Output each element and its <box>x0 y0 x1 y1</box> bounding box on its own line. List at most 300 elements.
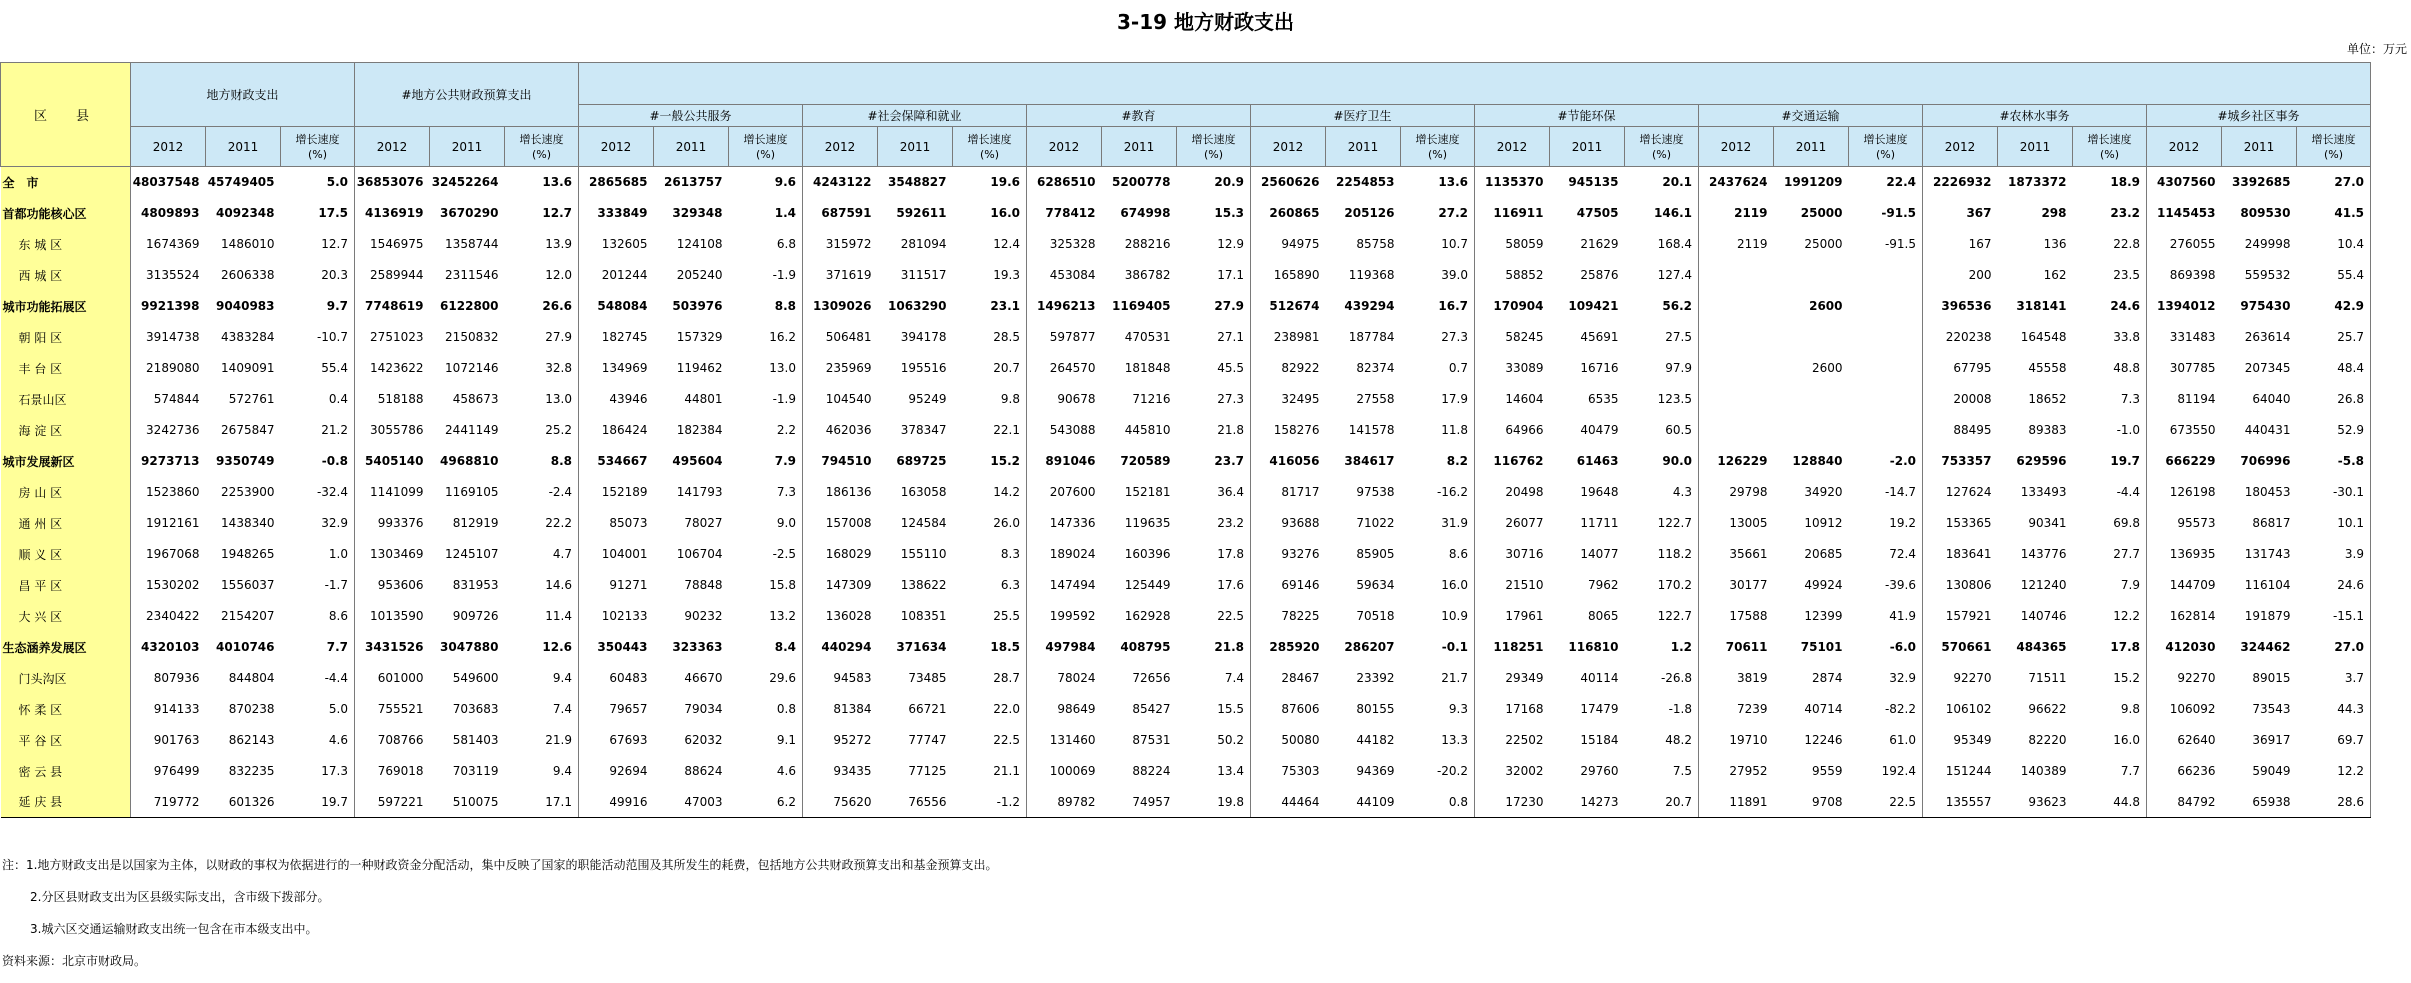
table-cell: 85427 <box>1132 702 1171 716</box>
table-row <box>1 229 2371 260</box>
table-cell: 25.7 <box>2297 322 2371 353</box>
table-row <box>1 694 2371 725</box>
table-cell: 2613757 <box>664 175 723 190</box>
table-cell: 1013590 <box>370 609 424 623</box>
table-cell: 164548 <box>2020 330 2067 344</box>
table-cell <box>1774 260 1849 291</box>
table-cell: 11.8 <box>1401 415 1475 446</box>
table-cell: 45749405 <box>207 175 275 190</box>
table-cell: 58245 <box>1505 330 1544 344</box>
table-cell: 36853076 <box>356 175 424 190</box>
table-cell: 832235 <box>228 764 275 778</box>
table-cell: 24.6 <box>2073 291 2147 322</box>
table-cell: 7.9 <box>2073 570 2147 601</box>
table-cell: 81384 <box>833 702 872 716</box>
table-cell: 574844 <box>153 392 200 406</box>
table-cell: 60.5 <box>1625 415 1699 446</box>
table-cell: 323363 <box>672 640 723 654</box>
table-cell: 84792 <box>2147 787 2222 818</box>
table-cell: 79657 <box>609 702 648 716</box>
table-cell: 89015 <box>2252 671 2291 685</box>
table-cell: 71216 <box>1132 392 1171 406</box>
table-cell: 2751023 <box>370 330 424 344</box>
table-cell: 329348 <box>672 206 723 220</box>
table-cell: 1135370 <box>1485 175 1544 190</box>
table-cell: 331483 <box>2169 330 2216 344</box>
header-growth-rate: 增长速度 (%) <box>1401 127 1475 167</box>
table-cell: 9.8 <box>953 384 1027 415</box>
table-cell: 30177 <box>1729 578 1768 592</box>
table-cell: 28.5 <box>953 322 1027 353</box>
table-cell: 6.8 <box>729 229 803 260</box>
table-cell: 147309 <box>825 578 872 592</box>
table-cell: 85073 <box>609 516 648 530</box>
table-cell: 9.0 <box>729 508 803 539</box>
table-cell: 19.2 <box>1849 508 1923 539</box>
table-cell: 8.8 <box>729 291 803 322</box>
table-cell: 12399 <box>1804 609 1843 623</box>
page-title: 3-19 地方财政支出 <box>1116 10 1294 34</box>
table-cell: 47003 <box>654 787 729 818</box>
table-cell: 42.9 <box>2297 291 2371 322</box>
table-cell: 22.8 <box>2073 229 2147 260</box>
table-cell: 503976 <box>672 299 723 313</box>
table-cell: 106102 <box>1945 702 1992 716</box>
table-cell: 597877 <box>1049 330 1096 344</box>
table-cell: -1.9 <box>729 384 803 415</box>
table-cell: 141793 <box>676 485 723 499</box>
table-cell: 3548827 <box>888 175 947 190</box>
table-cell: 140746 <box>2020 609 2067 623</box>
table-cell: 59049 <box>2252 764 2291 778</box>
table-cell: 71511 <box>2028 671 2067 685</box>
table-cell: 90232 <box>684 609 723 623</box>
table-cell: 21.8 <box>1177 415 1251 446</box>
table-cell: 1948265 <box>221 547 275 561</box>
table-cell: 14.6 <box>505 570 579 601</box>
table-cell: 19710 <box>1729 733 1768 747</box>
table-cell: 844804 <box>228 671 275 685</box>
row-district-name: 东 城 区 <box>1 229 131 260</box>
table-cell: 0.8 <box>729 694 803 725</box>
table-cell: 15184 <box>1580 733 1619 747</box>
table-cell: 1.4 <box>729 198 803 229</box>
table-cell: 281094 <box>900 237 947 251</box>
table-cell: 50080 <box>1281 733 1320 747</box>
table-cell: 5.0 <box>281 167 355 198</box>
table-cell: 993376 <box>377 516 424 530</box>
table-cell: 22.5 <box>1849 787 1923 818</box>
table-cell: 118251 <box>1493 640 1544 654</box>
table-cell: 26.6 <box>505 291 579 322</box>
table-cell: 207600 <box>1049 485 1096 499</box>
table-cell <box>1699 260 1774 291</box>
table-cell: 17.6 <box>1177 570 1251 601</box>
table-cell: 394178 <box>900 330 947 344</box>
table-cell: 396536 <box>1941 299 1992 313</box>
table-cell: 19.3 <box>953 260 1027 291</box>
table-cell: 13005 <box>1729 516 1768 530</box>
table-cell: 18.9 <box>2073 167 2147 198</box>
table-row <box>1 384 2371 415</box>
table-cell: 62640 <box>2177 733 2216 747</box>
table-cell: 181848 <box>1124 361 1171 375</box>
table-cell: 3055786 <box>370 423 424 437</box>
table-cell: 22502 <box>1505 733 1544 747</box>
table-cell: 33089 <box>1505 361 1544 375</box>
table-cell: 27.1 <box>1177 322 1251 353</box>
table-cell: 720589 <box>1120 454 1171 468</box>
row-district-name: 大 兴 区 <box>1 601 131 632</box>
table-cell: 1674369 <box>146 237 200 251</box>
table-cell: 13.4 <box>1177 756 1251 787</box>
table-cell: 976499 <box>153 764 200 778</box>
table-cell: -1.2 <box>953 787 1027 818</box>
table-cell: 21.8 <box>1177 632 1251 663</box>
header-year-2012: 2012 <box>1027 127 1102 167</box>
table-cell: 76556 <box>878 787 953 818</box>
table-cell: 264570 <box>1049 361 1096 375</box>
table-cell: 116104 <box>2244 578 2291 592</box>
table-cell: 333849 <box>597 206 648 220</box>
table-cell: 30716 <box>1505 547 1544 561</box>
table-cell: 191879 <box>2244 609 2291 623</box>
table-cell: 22.5 <box>953 725 1027 756</box>
table-cell: 160396 <box>1124 547 1171 561</box>
row-district-name: 通 州 区 <box>1 508 131 539</box>
table-cell: 21.7 <box>1401 663 1475 694</box>
table-cell: 27.5 <box>1625 322 1699 353</box>
table-cell: 703119 <box>452 764 499 778</box>
table-cell: 85758 <box>1356 237 1395 251</box>
table-cell: 20498 <box>1505 485 1544 499</box>
table-cell: 601000 <box>377 671 424 685</box>
table-cell: 384617 <box>1344 454 1395 468</box>
table-cell: 20008 <box>1953 392 1992 406</box>
table-cell: 15.5 <box>1177 694 1251 725</box>
table-cell: 719772 <box>131 787 206 818</box>
row-district-name: 丰 台 区 <box>1 353 131 384</box>
table-cell: 13.0 <box>505 384 579 415</box>
table-cell: 81717 <box>1281 485 1320 499</box>
header-group-public-budget: #地方公共财政预算支出 <box>355 63 579 127</box>
table-cell: 8.3 <box>953 539 1027 570</box>
row-district-name: 门头沟区 <box>1 663 131 694</box>
table-cell: 43946 <box>609 392 648 406</box>
table-cell: 131743 <box>2244 547 2291 561</box>
table-cell: 914133 <box>153 702 200 716</box>
table-cell: 12.4 <box>953 229 1027 260</box>
table-cell: 27.7 <box>2073 539 2147 570</box>
table-cell <box>1699 415 1774 446</box>
table-cell: 4.6 <box>281 725 355 756</box>
table-cell: 49916 <box>579 787 654 818</box>
table-cell: 58852 <box>1505 268 1544 282</box>
table-cell: 7.4 <box>1177 663 1251 694</box>
table-cell: 69.7 <box>2297 725 2371 756</box>
table-cell: 48.8 <box>2073 353 2147 384</box>
table-cell <box>1699 353 1774 384</box>
table-row <box>1 570 2371 601</box>
table-cell: 12.6 <box>505 632 579 663</box>
table-cell: 581403 <box>452 733 499 747</box>
table-cell: 140389 <box>2020 764 2067 778</box>
table-cell: 458673 <box>452 392 499 406</box>
table-cell: 14273 <box>1550 787 1625 818</box>
table-cell: 163058 <box>900 485 947 499</box>
table-cell: 1438340 <box>221 516 275 530</box>
table-cell: 13.6 <box>505 167 579 198</box>
table-cell: 39.0 <box>1401 260 1475 291</box>
table-cell: 75303 <box>1281 764 1320 778</box>
table-cell: 25000 <box>1804 237 1843 251</box>
header-growth-rate: 增长速度 (%) <box>1177 127 1251 167</box>
table-cell: 192.4 <box>1849 756 1923 787</box>
table-cell: 199592 <box>1049 609 1096 623</box>
table-cell: 158276 <box>1273 423 1320 437</box>
table-cell: 367 <box>1966 206 1992 220</box>
table-cell: 1546975 <box>370 237 424 251</box>
table-cell: 70518 <box>1356 609 1395 623</box>
table-cell: 44801 <box>684 392 723 406</box>
table-cell: 1530202 <box>146 578 200 592</box>
header-year-2011: 2011 <box>878 127 953 167</box>
table-cell: 170.2 <box>1625 570 1699 601</box>
table-cell: 755521 <box>377 702 424 716</box>
table-cell: 9559 <box>1811 764 1843 778</box>
table-cell: 9.7 <box>281 291 355 322</box>
table-cell: 298 <box>2041 206 2067 220</box>
table-cell: 4243122 <box>813 175 872 190</box>
header-district: 区 县 <box>1 63 131 167</box>
table-row <box>1 725 2371 756</box>
table-cell: 90341 <box>2028 516 2067 530</box>
table-cell: 510075 <box>430 787 505 818</box>
row-district-name: 城市发展新区 <box>1 446 131 477</box>
table-cell: 311517 <box>900 268 947 282</box>
table-cell: 0.7 <box>1401 353 1475 384</box>
table-cell: 1496213 <box>1037 299 1096 313</box>
table-cell: 2311546 <box>445 268 499 282</box>
table-cell: 1169405 <box>1112 299 1171 313</box>
table-cell: 128840 <box>1792 454 1843 468</box>
table-cell: 2600 <box>1809 299 1843 313</box>
table-cell: 48.2 <box>1625 725 1699 756</box>
table-cell: 506481 <box>825 330 872 344</box>
table-cell: 4383284 <box>221 330 275 344</box>
table-cell: 72656 <box>1132 671 1171 685</box>
table-cell: 1303469 <box>370 547 424 561</box>
table-cell: 9708 <box>1774 787 1849 818</box>
header-group-5: #医疗卫生 <box>1251 105 1475 127</box>
table-cell: 1423622 <box>370 361 424 375</box>
table-cell: 28.7 <box>953 663 1027 694</box>
table-cell: 1523860 <box>146 485 200 499</box>
table-cell: 812919 <box>452 516 499 530</box>
table-cell: 58059 <box>1505 237 1544 251</box>
table-cell: 2606338 <box>221 268 275 282</box>
header-year-2012: 2012 <box>579 127 654 167</box>
table-cell: 592611 <box>896 206 947 220</box>
table-cell: 135557 <box>1923 787 1998 818</box>
table-cell: 23.2 <box>2073 198 2147 229</box>
header-blank <box>579 63 2371 105</box>
table-cell <box>1849 260 1923 291</box>
table-cell: 67693 <box>609 733 648 747</box>
table-cell: 10.1 <box>2297 508 2371 539</box>
table-cell: 27.2 <box>1401 198 1475 229</box>
row-district-name: 顺 义 区 <box>1 539 131 570</box>
table-row <box>1 756 2371 787</box>
table-cell: 147494 <box>1049 578 1096 592</box>
table-cell: 7239 <box>1736 702 1768 716</box>
table-cell: 597221 <box>355 787 430 818</box>
table-cell: 24.6 <box>2297 570 2371 601</box>
table-cell: 901763 <box>153 733 200 747</box>
table-cell: 19.7 <box>2073 446 2147 477</box>
table-cell: 12.2 <box>2073 601 2147 632</box>
table-cell: 13.2 <box>729 601 803 632</box>
table-cell: 40114 <box>1580 671 1619 685</box>
table-cell: 20685 <box>1804 547 1843 561</box>
table-cell: 124584 <box>900 516 947 530</box>
header-year-2012: 2012 <box>803 127 878 167</box>
table-cell: 4.6 <box>729 756 803 787</box>
table-cell: 157008 <box>825 516 872 530</box>
table-cell: 77747 <box>908 733 947 747</box>
table-cell: 5200778 <box>1112 175 1171 190</box>
table-cell: 186136 <box>825 485 872 499</box>
table-cell: 79034 <box>684 702 723 716</box>
table-cell: 4.7 <box>505 539 579 570</box>
table-cell: 8.8 <box>505 446 579 477</box>
table-cell: 18.5 <box>953 632 1027 663</box>
table-cell: 17.1 <box>505 787 579 818</box>
table-cell: 1.2 <box>1625 632 1699 663</box>
table-cell: -2.5 <box>729 539 803 570</box>
data-source: 资料来源：北京市财政局。 <box>2 954 147 968</box>
row-district-name: 朝 阳 区 <box>1 322 131 353</box>
table-cell: 91271 <box>609 578 648 592</box>
header-year-2012: 2012 <box>1699 127 1774 167</box>
table-row <box>1 508 2371 539</box>
table-cell: 548084 <box>597 299 648 313</box>
table-cell: 97.9 <box>1625 353 1699 384</box>
table-cell: 97538 <box>1356 485 1395 499</box>
table-cell: 45.5 <box>1177 353 1251 384</box>
table-cell: 1394012 <box>2157 299 2216 313</box>
table-cell: 4307560 <box>2157 175 2216 190</box>
table-row <box>1 415 2371 446</box>
header-group-7: #交通运输 <box>1699 105 1923 127</box>
table-cell: 29798 <box>1729 485 1768 499</box>
table-cell: 15.3 <box>1177 198 1251 229</box>
table-cell: 3.9 <box>2297 539 2371 570</box>
row-district-name: 西 城 区 <box>1 260 131 291</box>
table-cell: 27.9 <box>1177 291 1251 322</box>
table-cell: 16.0 <box>1401 570 1475 601</box>
table-cell: -16.2 <box>1401 477 1475 508</box>
table-cell: 260865 <box>1269 206 1320 220</box>
table-cell: 134969 <box>601 361 648 375</box>
table-cell: 88224 <box>1132 764 1171 778</box>
table-cell: 98649 <box>1057 702 1096 716</box>
table-cell: 119462 <box>676 361 723 375</box>
table-cell: 11.4 <box>505 601 579 632</box>
table-cell: 106704 <box>676 547 723 561</box>
table-cell: 1912161 <box>146 516 200 530</box>
table-cell: 7.3 <box>729 477 803 508</box>
unit-label: 单位：万元 <box>2346 42 2407 56</box>
table-cell: 143776 <box>2020 547 2067 561</box>
table-cell: -5.8 <box>2297 446 2371 477</box>
table-row <box>1 322 2371 353</box>
header-year-2012: 2012 <box>1251 127 1326 167</box>
table-cell: 56.2 <box>1625 291 1699 322</box>
table-cell: 17.8 <box>1177 539 1251 570</box>
table-cell: 32.8 <box>505 353 579 384</box>
table-cell: 87531 <box>1132 733 1171 747</box>
table-cell: 138622 <box>900 578 947 592</box>
table-cell: 78225 <box>1281 609 1320 623</box>
table-cell: 13.0 <box>729 353 803 384</box>
table-cell: 78024 <box>1057 671 1096 685</box>
header-growth-rate: 增长速度 (%) <box>729 127 803 167</box>
table-cell: 831953 <box>452 578 499 592</box>
table-cell: 16.0 <box>953 198 1027 229</box>
table-cell: 7.4 <box>505 694 579 725</box>
table-cell: 44.3 <box>2297 694 2371 725</box>
header-year-2011: 2011 <box>2222 127 2297 167</box>
table-cell: 189024 <box>1049 547 1096 561</box>
table-row <box>1 477 2371 508</box>
table-cell: 36.4 <box>1177 477 1251 508</box>
table-cell: 6.2 <box>729 787 803 818</box>
table-cell: 9040983 <box>216 299 275 313</box>
table-cell: 29349 <box>1505 671 1544 685</box>
table-cell: 14604 <box>1505 392 1544 406</box>
table-cell: 136935 <box>2169 547 2216 561</box>
table-cell: 3047880 <box>440 640 499 654</box>
table-cell: 32.9 <box>1849 663 1923 694</box>
table-cell: 20.3 <box>281 260 355 291</box>
table-cell: 9.4 <box>505 663 579 694</box>
table-cell: 3392685 <box>2232 175 2291 190</box>
table-cell: 462036 <box>825 423 872 437</box>
table-cell: 72.4 <box>1849 539 1923 570</box>
table-cell: 86817 <box>2252 516 2291 530</box>
table-cell: 3670290 <box>440 206 499 220</box>
table-cell: 133493 <box>2020 485 2067 499</box>
table-cell: 276055 <box>2169 237 2216 251</box>
table-cell: 4.3 <box>1625 477 1699 508</box>
table-cell: 19.6 <box>953 167 1027 198</box>
table-cell: 408795 <box>1120 640 1171 654</box>
table-cell: 23392 <box>1356 671 1395 685</box>
table-cell: 3.7 <box>2297 663 2371 694</box>
table-cell: -4.4 <box>2073 477 2147 508</box>
table-cell: 132605 <box>601 237 648 251</box>
table-cell: 118.2 <box>1625 539 1699 570</box>
header-year-2012: 2012 <box>355 127 430 167</box>
table-cell: 59634 <box>1356 578 1395 592</box>
table-cell: 4320103 <box>141 640 200 654</box>
table-cell: 416056 <box>1269 454 1320 468</box>
table-cell: 1.0 <box>281 539 355 570</box>
table-cell: 769018 <box>377 764 424 778</box>
table-cell: 127624 <box>1945 485 1992 499</box>
table-cell: 66236 <box>2177 764 2216 778</box>
